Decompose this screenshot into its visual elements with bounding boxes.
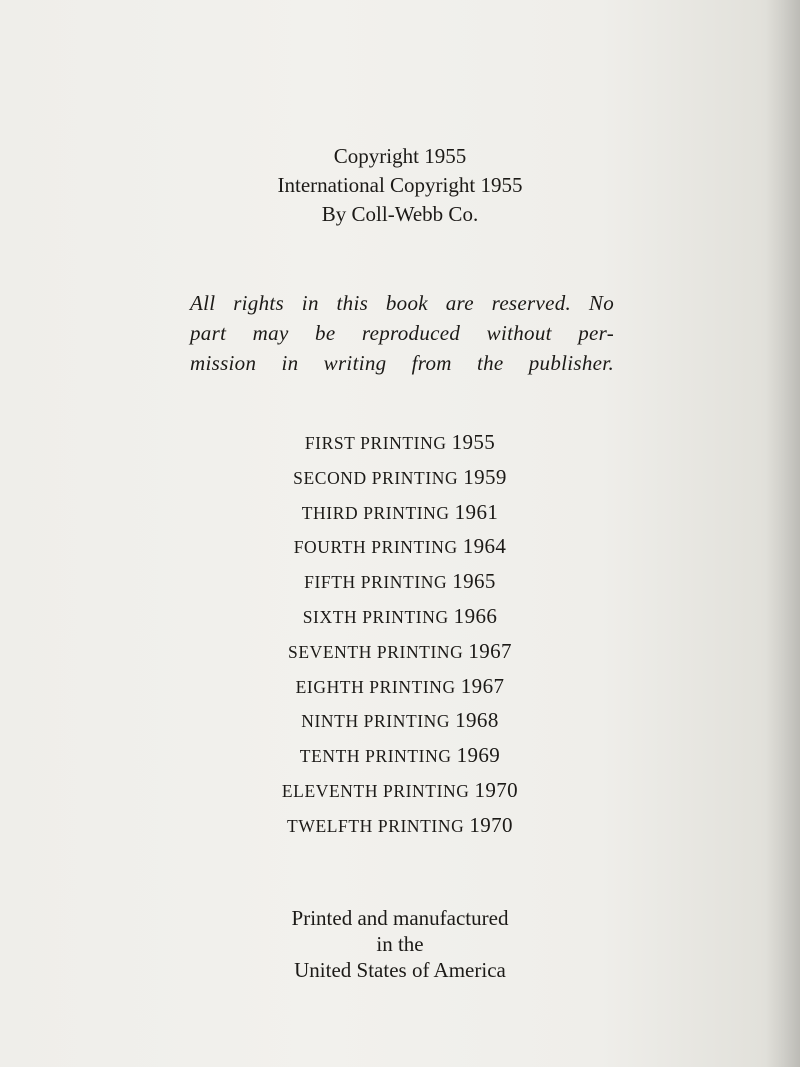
- printing-year: 1965: [452, 569, 496, 594]
- printing-row: [0, 739, 800, 774]
- printing-label: TENTH PRINTING: [299, 746, 452, 767]
- printing-row: [0, 670, 800, 705]
- printing-label: EIGHTH PRINTING: [295, 676, 456, 697]
- printing-row: [0, 426, 800, 461]
- printing-label: FOURTH PRINTING: [293, 537, 458, 558]
- printing-label: SECOND PRINTING: [293, 467, 459, 488]
- printing-label: ELEVENTH PRINTING: [281, 780, 470, 801]
- printing-label: NINTH PRINTING: [301, 711, 451, 732]
- rights-line: part may be reproduced without per-: [190, 321, 614, 345]
- copyright-line: By Coll-Webb Co.: [321, 202, 479, 226]
- printing-row: [0, 774, 800, 809]
- printing-label: TWELFTH PRINTING: [287, 815, 465, 836]
- printing-year: 1969: [456, 743, 501, 768]
- printing-label: FIFTH PRINTING: [304, 572, 448, 593]
- rights-line: All rights in this book are reserved. No: [190, 291, 614, 315]
- printing-label: FIRST PRINTING: [304, 433, 447, 453]
- copyright-line: Copyright 1955: [333, 144, 467, 168]
- printing-row: [0, 496, 800, 531]
- printing-row: [0, 809, 800, 844]
- printing-year: 1967: [468, 638, 512, 663]
- copyright-notice: [0, 142, 800, 229]
- manufacture-line: Printed and manufactured: [291, 906, 509, 930]
- printing-row: [0, 565, 800, 600]
- printing-row: [0, 600, 800, 635]
- printing-year: 1967: [460, 673, 505, 698]
- manufacture-line: United States of America: [294, 958, 506, 982]
- printing-year: 1968: [455, 708, 499, 733]
- printing-row: [0, 461, 800, 496]
- printing-year: 1970: [474, 777, 519, 802]
- printing-year: 1964: [462, 534, 507, 559]
- printing-year: 1970: [469, 812, 513, 837]
- printing-history: [0, 426, 800, 844]
- printing-label: SIXTH PRINTING: [302, 606, 449, 627]
- printing-row: [0, 530, 800, 565]
- manufacture-line: in the: [376, 932, 424, 956]
- printing-label: THIRD PRINTING: [301, 502, 450, 523]
- printing-label: SEVENTH PRINTING: [288, 641, 464, 662]
- printing-row: [0, 704, 800, 739]
- copyright-line: International Copyright 1955: [277, 173, 523, 197]
- printing-year: 1955: [451, 430, 496, 454]
- printing-row: [0, 635, 800, 670]
- rights-reserved-notice: [190, 288, 614, 378]
- rights-line: mission in writing from the publisher.: [190, 351, 614, 375]
- printing-year: 1961: [454, 499, 499, 524]
- manufacture-notice: [0, 905, 800, 983]
- printing-year: 1959: [463, 464, 507, 489]
- printing-year: 1966: [453, 603, 498, 628]
